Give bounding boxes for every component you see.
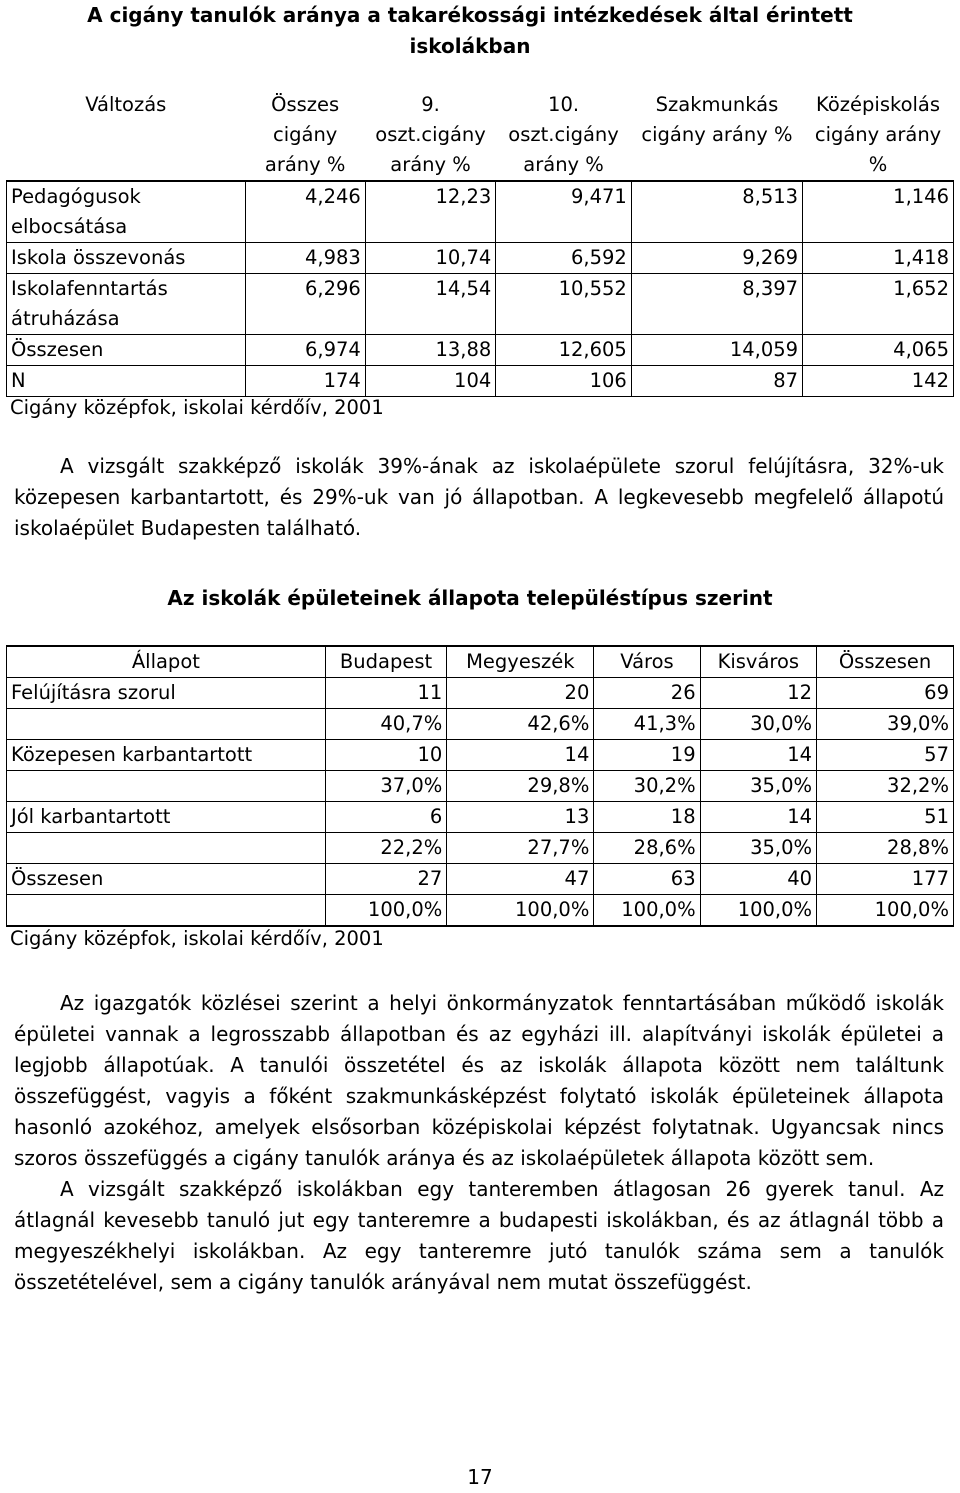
cell: 12,23 (365, 181, 495, 243)
row-label: Közepesen karbantartott (7, 740, 326, 771)
cell: 9,269 (631, 243, 802, 274)
cell: 9,471 (496, 181, 632, 243)
cell: 27 (325, 864, 447, 895)
cell: 6,592 (496, 243, 632, 274)
cell: 28,6% (594, 833, 700, 864)
column-header: Megyeszék (447, 646, 594, 678)
cell: 14 (700, 802, 816, 833)
column-header: Középiskolás cigány arány % (814, 93, 942, 176)
cell: 100,0% (447, 895, 594, 927)
cell: 28,8% (817, 833, 954, 864)
table-row (7, 864, 954, 895)
cell: 4,983 (245, 243, 365, 274)
column-header: Állapot (7, 646, 326, 678)
cell: 42,6% (447, 709, 594, 740)
cell: 35,0% (700, 833, 816, 864)
cell: 12 (700, 678, 816, 709)
cell: 6 (325, 802, 447, 833)
cell: 35,0% (700, 771, 816, 802)
row-label: Iskolafenntartás átruházása (7, 274, 246, 335)
cell: 40,7% (325, 709, 447, 740)
paragraph-text: Az igazgatók közlései szerint a helyi önkormányzatok fenntartásában működő iskolák épületei vannak a legrosszabb állapotban és az egyházi ill. alapítványi iskolák épületei a legjobb állapotúak. A tanulói összetétel és az iskolák állapota között nem találtunk összefüggést, vagyis a főként szakmunkásképzést folytató iskolák épületeinek állapota hasonló azokéhoz, amelyek elsősorban középiskolai képzést folytatnak. Ugyancsak nincs szoros összefüggés a cigány tanulók aránya és az iskolaépületek állapota között sem. (14, 991, 944, 1170)
cell: 100,0% (325, 895, 447, 927)
section-title-2: Az iskolák épületeinek állapota településtípus szerint (167, 586, 773, 610)
paragraph-2 (14, 988, 944, 1298)
cell: 14,059 (631, 335, 802, 366)
cell: 32,2% (817, 771, 954, 802)
cell: 142 (803, 366, 954, 397)
row-label: Pedagógusok elbocsátása (7, 181, 246, 243)
table-row (7, 771, 954, 802)
table-row (7, 335, 954, 366)
row-label: Felújításra szorul (7, 678, 326, 709)
cell: 41,3% (594, 709, 700, 740)
cell: 100,0% (817, 895, 954, 927)
cell: 27,7% (447, 833, 594, 864)
table-row (7, 833, 954, 864)
row-label: N (7, 366, 246, 397)
cell: 100,0% (594, 895, 700, 927)
cell: 10,552 (496, 274, 632, 335)
table-row (7, 740, 954, 771)
column-header: Budapest (325, 646, 447, 678)
cell: 57 (817, 740, 954, 771)
cell: 174 (245, 366, 365, 397)
table-row (7, 274, 954, 335)
cell: 14,54 (365, 274, 495, 335)
row-label: Iskola összevonás (7, 243, 246, 274)
cell: 11 (325, 678, 447, 709)
cell: 39,0% (817, 709, 954, 740)
column-header: Változás (85, 93, 167, 116)
page-title-1: A cigány tanulók aránya a takarékossági intézkedések által érintett iskolákban (87, 3, 853, 58)
column-header: Kisváros (700, 646, 816, 678)
table-row (7, 709, 954, 740)
table-header-row (7, 90, 954, 181)
cell: 47 (447, 864, 594, 895)
row-label: Összesen (7, 864, 326, 895)
cell: 22,2% (325, 833, 447, 864)
row-label: Jól karbantartott (7, 802, 326, 833)
cell: 14 (447, 740, 594, 771)
paragraph-1 (14, 451, 944, 544)
cell: 19 (594, 740, 700, 771)
row-label (7, 895, 326, 927)
cell: 13 (447, 802, 594, 833)
cell: 18 (594, 802, 700, 833)
cell: 20 (447, 678, 594, 709)
cell: 100,0% (700, 895, 816, 927)
cell: 40 (700, 864, 816, 895)
table2-source: Cigány középfok, iskolai kérdőív, 2001 (10, 927, 384, 950)
row-label (7, 709, 326, 740)
table-row (7, 802, 954, 833)
cell: 30,0% (700, 709, 816, 740)
row-label: Összesen (7, 335, 246, 366)
paragraph-text: A vizsgált szakképző iskolák 39%-ának az iskolaépülete szorul felújításra, 32%-uk közepesen karbantartott, és 29%-uk van jó állapotban. A legkevesebb megfelelő állapotú iskolaépület Budapesten található. (14, 454, 944, 540)
cell: 1,146 (803, 181, 954, 243)
column-header: Összesen (817, 646, 954, 678)
row-label (7, 771, 326, 802)
cell: 63 (594, 864, 700, 895)
cell: 8,397 (631, 274, 802, 335)
table-row (7, 895, 954, 927)
table1-source: Cigány középfok, iskolai kérdőív, 2001 (10, 396, 384, 419)
cell: 87 (631, 366, 802, 397)
table-building-condition (6, 645, 954, 927)
cell: 69 (817, 678, 954, 709)
row-label (7, 833, 326, 864)
cell: 30,2% (594, 771, 700, 802)
cell: 6,296 (245, 274, 365, 335)
cell: 4,246 (245, 181, 365, 243)
column-header: 9. oszt.cigány arány % (375, 93, 486, 176)
cell: 29,8% (447, 771, 594, 802)
cell: 8,513 (631, 181, 802, 243)
cell: 106 (496, 366, 632, 397)
cell: 10,74 (365, 243, 495, 274)
cell: 51 (817, 802, 954, 833)
cell: 1,652 (803, 274, 954, 335)
table-row (7, 243, 954, 274)
page-number: 17 (467, 1465, 493, 1489)
column-header: Szakmunkás cigány arány % (641, 93, 793, 146)
cell: 4,065 (803, 335, 954, 366)
column-header: Összes cigány arány % (264, 93, 346, 176)
cell: 13,88 (365, 335, 495, 366)
table-row (7, 366, 954, 397)
column-header: Város (594, 646, 700, 678)
cell: 14 (700, 740, 816, 771)
table-header-row (7, 646, 954, 678)
table-roma-ratio (6, 90, 954, 397)
cell: 26 (594, 678, 700, 709)
cell: 1,418 (803, 243, 954, 274)
table-row (7, 678, 954, 709)
table-row (7, 181, 954, 243)
cell: 177 (817, 864, 954, 895)
cell: 12,605 (496, 335, 632, 366)
paragraph-text: A vizsgált szakképző iskolákban egy tanteremben átlagosan 26 gyerek tanul. Az átlagnál kevesebb tanuló jut egy tanteremre a budapesti iskolákban, és az átlagnál több a megyeszékhelyi iskolákban. Az egy tanteremre jutó tanulók száma sem a tanulók összetételével, sem a cigány tanulók arányával nem mutat összefüggést. (14, 1177, 944, 1294)
cell: 104 (365, 366, 495, 397)
cell: 37,0% (325, 771, 447, 802)
cell: 10 (325, 740, 447, 771)
column-header: 10. oszt.cigány arány % (508, 93, 619, 176)
cell: 6,974 (245, 335, 365, 366)
